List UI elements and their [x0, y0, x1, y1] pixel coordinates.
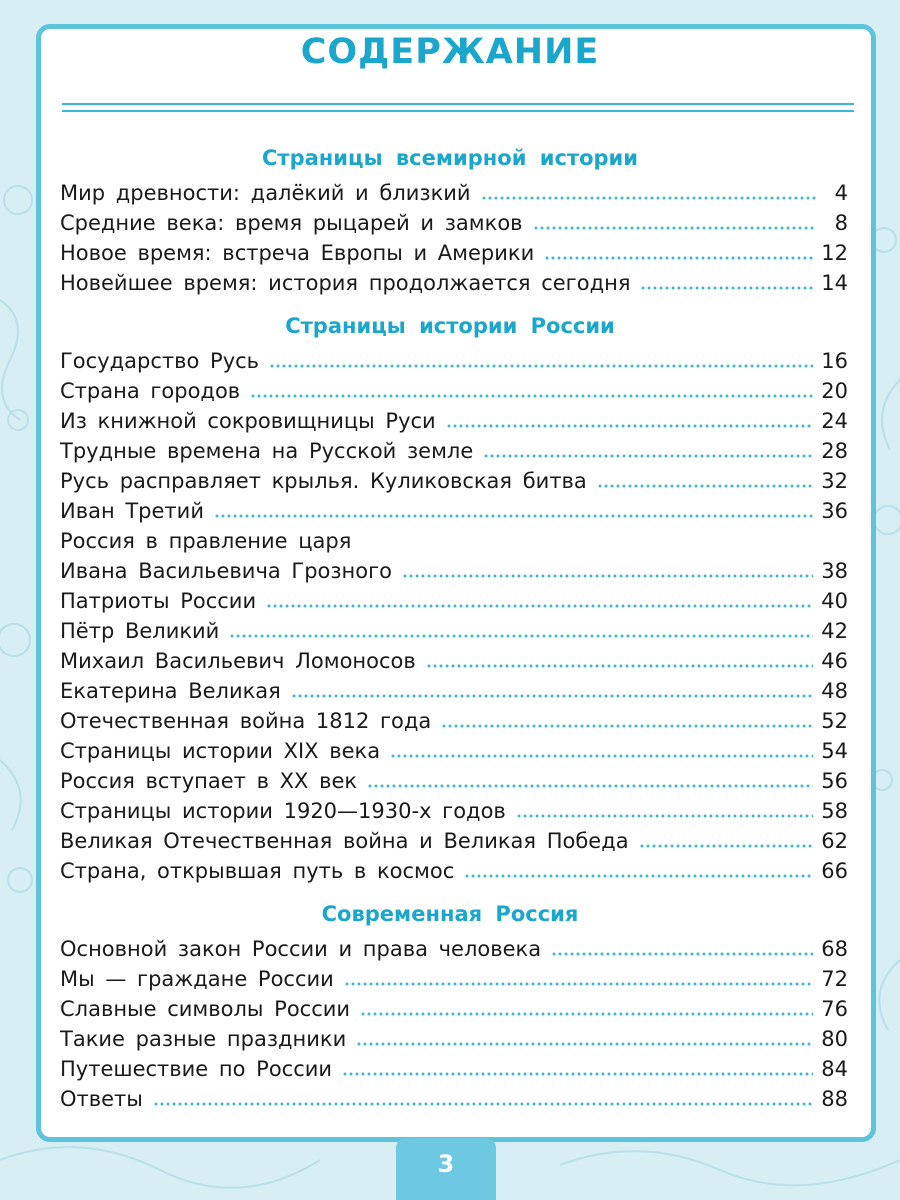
page-number-tab: [396, 1138, 496, 1200]
toc-leader-dots: [446, 424, 814, 428]
toc-entry-page: 24: [821, 409, 848, 433]
toc-entry-page: 16: [821, 349, 848, 373]
toc-entry-page: 56: [821, 769, 848, 793]
toc-leader-dots: [464, 874, 813, 878]
toc-entry[interactable]: [60, 794, 848, 824]
title-rule: [62, 103, 854, 105]
toc-entry[interactable]: [60, 584, 848, 614]
toc-entry-title: Страна, открывшая путь в космос: [60, 859, 455, 883]
toc-entry[interactable]: [60, 1052, 848, 1082]
toc-leader-dots: [214, 514, 813, 518]
toc-entry-title: Такие разные праздники: [60, 1027, 347, 1051]
toc-entry-page: 40: [821, 589, 848, 613]
section-heading-russian-history: Страницы истории России: [285, 314, 615, 338]
toc-entry-title: Россия в правление царя: [60, 529, 352, 553]
toc-leader-dots: [229, 634, 813, 638]
toc-leader-dots: [533, 226, 816, 230]
toc-entry-title: Страницы истории 1920—1930-х годов: [60, 799, 506, 823]
toc-leader-dots: [390, 754, 813, 758]
toc-leader-dots: [266, 604, 813, 608]
toc-entry-page: 14: [821, 271, 848, 295]
section-heading-modern-russia: Современная Россия: [321, 902, 579, 926]
toc-entry[interactable]: [60, 992, 848, 1022]
section-heading-world-history: Страницы всемирной истории: [262, 146, 638, 170]
toc-entry-title: Иван Третий: [60, 499, 204, 523]
toc-leader-dots: [269, 364, 813, 368]
toc-entry-title: Страницы истории XIX века: [60, 739, 381, 763]
toc-entry-title: Великая Отечественная война и Великая Победа: [60, 829, 629, 853]
toc-leader-dots: [544, 256, 813, 260]
toc-entry[interactable]: [60, 404, 848, 434]
toc-entry-title: Ответы: [60, 1087, 143, 1111]
toc-entry-page: 68: [821, 937, 848, 961]
toc-entry-page: 38: [821, 559, 848, 583]
toc-entry-page: 52: [821, 709, 848, 733]
toc-leader-dots: [344, 982, 813, 986]
toc-entry-title: Государство Русь: [60, 349, 260, 373]
toc-leader-dots: [356, 1042, 813, 1046]
toc-entry-title: Отечественная война 1812 года: [60, 709, 432, 733]
toc-entry-page: 66: [821, 859, 848, 883]
toc-entry-title: Патриоты России: [60, 589, 257, 613]
toc-entry-title: Мы — граждане России: [60, 967, 334, 991]
toc-entry-title: Екатерина Великая: [60, 679, 281, 703]
toc-entry-title: Новое время: встреча Европы и Америки: [60, 241, 535, 265]
toc-entry[interactable]: [60, 344, 848, 374]
toc-entry[interactable]: [60, 1082, 848, 1112]
toc-leader-dots: [483, 454, 813, 458]
toc-leader-dots: [402, 574, 813, 578]
toc-entry-title: Ивана Васильевича Грозного: [60, 559, 393, 583]
toc-entry[interactable]: [60, 764, 848, 794]
title-rule: [62, 110, 854, 112]
toc-entry-title: Пётр Великий: [60, 619, 220, 643]
toc-leader-dots: [441, 724, 813, 728]
toc-entry[interactable]: [60, 674, 848, 704]
toc-entry-title: Русь расправляет крылья. Куликовская битва: [60, 469, 587, 493]
toc-entry-title: Путешествие по России: [60, 1057, 333, 1081]
toc-entry-page: 4: [834, 181, 848, 205]
toc-entry[interactable]: [60, 704, 848, 734]
toc-entry-page: 80: [821, 1027, 848, 1051]
toc-leader-dots: [367, 784, 813, 788]
toc-entry-page: 84: [821, 1057, 848, 1081]
toc-entry-page: 58: [821, 799, 848, 823]
toc-leader-dots: [360, 1012, 813, 1016]
toc-entry-title: Трудные времена на Русской земле: [60, 439, 474, 463]
toc-entry[interactable]: [60, 176, 848, 206]
toc-entry-page: 48: [821, 679, 848, 703]
toc-entry-page: 20: [821, 379, 848, 403]
toc-leader-dots: [250, 394, 813, 398]
toc-entry[interactable]: [60, 614, 848, 644]
toc-entry-title: Основной закон России и права человека: [60, 937, 542, 961]
page-title: СОДЕРЖАНИЕ: [300, 32, 600, 72]
toc-entry-page: 76: [821, 997, 848, 1021]
toc-leader-dots: [291, 694, 813, 698]
toc-entry-page: 8: [834, 211, 848, 235]
toc-entry[interactable]: [60, 206, 848, 236]
toc-entry[interactable]: [60, 266, 848, 296]
toc-entry-title: Страна городов: [60, 379, 241, 403]
toc-entry-title: Новейшее время: история продолжается сегодня: [60, 271, 631, 295]
toc-entry[interactable]: [60, 464, 848, 494]
toc-entry-page: 62: [821, 829, 848, 853]
toc-leader-dots: [342, 1072, 813, 1076]
toc-entry-title: Мир древности: далёкий и близкий: [60, 181, 471, 205]
toc-entry-page: 54: [821, 739, 848, 763]
toc-leader-dots: [426, 664, 813, 668]
toc-entry[interactable]: [60, 854, 848, 884]
toc-entry[interactable]: [60, 374, 848, 404]
page-number: 3: [437, 1150, 455, 1178]
toc-leader-dots: [481, 196, 816, 200]
toc-entry-page: 36: [821, 499, 848, 523]
toc-entry[interactable]: [60, 962, 848, 992]
toc-entry[interactable]: [60, 734, 848, 764]
toc-entry-line-1[interactable]: [60, 524, 848, 554]
toc-leader-dots: [639, 844, 814, 848]
toc-entry[interactable]: [60, 434, 848, 464]
toc-entry-page: 32: [821, 469, 848, 493]
toc-leader-dots: [551, 952, 813, 956]
toc-entry[interactable]: [60, 554, 848, 584]
toc-leader-dots: [516, 814, 813, 818]
toc-leader-dots: [153, 1102, 813, 1106]
toc-entry-page: 12: [821, 241, 848, 265]
toc-entry[interactable]: [60, 494, 848, 524]
toc-entry[interactable]: [60, 932, 848, 962]
toc-entry[interactable]: [60, 236, 848, 266]
toc-entry-page: 28: [821, 439, 848, 463]
toc-entry[interactable]: [60, 644, 848, 674]
toc-entry-page: 42: [821, 619, 848, 643]
toc-leader-dots: [640, 286, 813, 290]
toc-entry-title: Россия вступает в XX век: [60, 769, 358, 793]
toc-entry-title: Михаил Васильевич Ломоносов: [60, 649, 416, 673]
toc-entry-title: Из книжной сокровищницы Руси: [60, 409, 436, 433]
toc-entry-page: 46: [821, 649, 848, 673]
toc-entry-page: 88: [821, 1087, 848, 1111]
toc-entry[interactable]: [60, 1022, 848, 1052]
toc-entry-title: Средние века: время рыцарей и замков: [60, 211, 523, 235]
toc-entry[interactable]: [60, 824, 848, 854]
toc-leader-dots: [597, 484, 813, 488]
toc-entry-title: Славные символы России: [60, 997, 351, 1021]
toc-entry-page: 72: [821, 967, 848, 991]
